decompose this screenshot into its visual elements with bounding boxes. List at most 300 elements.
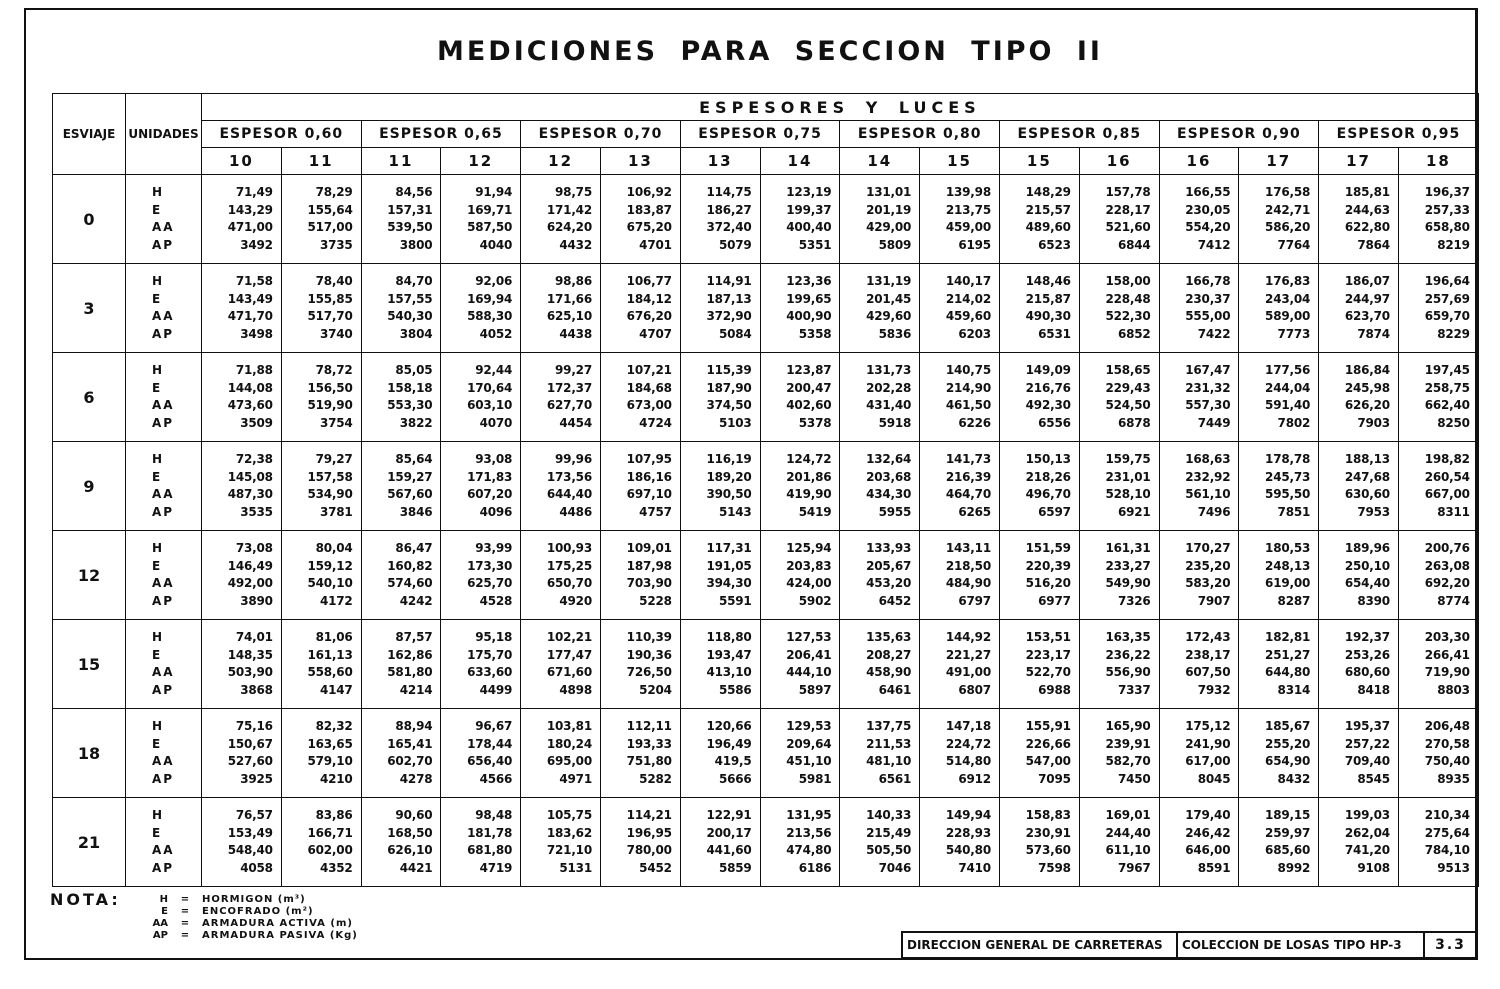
legend-title: NOTA: bbox=[50, 890, 121, 909]
title-block bbox=[901, 931, 1478, 959]
value: 667,00 bbox=[1424, 487, 1470, 501]
value: 226,66 bbox=[1025, 736, 1071, 751]
value: 209,64 bbox=[786, 736, 832, 751]
value: 140,33 bbox=[866, 808, 912, 822]
value-cell bbox=[281, 175, 361, 264]
value: 193,33 bbox=[626, 736, 672, 751]
value: 4701 bbox=[639, 237, 672, 252]
header-luz: 11 bbox=[281, 148, 361, 175]
value: 7773 bbox=[1277, 326, 1311, 341]
value: 199,37 bbox=[786, 202, 832, 217]
value: 709,40 bbox=[1344, 754, 1390, 768]
value: 3498 bbox=[240, 326, 273, 341]
value: 170,27 bbox=[1185, 541, 1231, 555]
value-cell bbox=[920, 531, 1000, 620]
value-cell bbox=[521, 709, 601, 798]
value: 7326 bbox=[1117, 593, 1151, 608]
value: 153,49 bbox=[227, 825, 273, 840]
value: 193,47 bbox=[706, 647, 752, 662]
value-cell bbox=[1239, 175, 1319, 264]
value-cell bbox=[760, 353, 840, 442]
value: 458,90 bbox=[866, 665, 912, 679]
value: 579,10 bbox=[307, 754, 353, 768]
unit-label: AP bbox=[152, 504, 175, 519]
value: 5143 bbox=[718, 504, 752, 519]
value: 6807 bbox=[958, 682, 991, 697]
value-cell bbox=[361, 709, 441, 798]
value: 8219 bbox=[1437, 237, 1470, 252]
value-cell bbox=[1079, 175, 1159, 264]
value: 556,90 bbox=[1105, 665, 1151, 679]
value: 6203 bbox=[958, 326, 991, 341]
value: 98,86 bbox=[555, 274, 592, 288]
value: 7851 bbox=[1277, 504, 1311, 519]
value: 105,75 bbox=[546, 808, 592, 822]
value: 131,95 bbox=[786, 808, 832, 822]
value: 7864 bbox=[1357, 237, 1390, 252]
value: 3804 bbox=[399, 326, 433, 341]
value: 3822 bbox=[399, 415, 433, 430]
value: 79,27 bbox=[315, 452, 353, 466]
value: 107,95 bbox=[626, 452, 672, 466]
unit-label: AA bbox=[152, 843, 175, 857]
value: 517,00 bbox=[307, 220, 353, 234]
value: 9513 bbox=[1437, 860, 1470, 875]
value: 179,40 bbox=[1185, 808, 1231, 822]
value: 4040 bbox=[479, 237, 513, 252]
legend-item bbox=[138, 894, 358, 906]
value: 106,92 bbox=[626, 185, 672, 199]
value: 741,20 bbox=[1344, 843, 1390, 857]
table-row bbox=[53, 709, 1479, 798]
legend-item bbox=[138, 918, 358, 930]
value: 144,08 bbox=[227, 380, 273, 395]
value: 5103 bbox=[718, 415, 752, 430]
value: 581,80 bbox=[387, 665, 433, 679]
value: 3492 bbox=[240, 237, 273, 252]
value-cell bbox=[680, 353, 760, 442]
value: 602,70 bbox=[387, 754, 433, 768]
value: 157,31 bbox=[387, 202, 433, 217]
value: 8045 bbox=[1197, 771, 1231, 786]
value-cell bbox=[1079, 620, 1159, 709]
value-cell bbox=[1079, 353, 1159, 442]
value: 7410 bbox=[958, 860, 991, 875]
value: 5586 bbox=[718, 682, 752, 697]
value-cell bbox=[1159, 442, 1239, 531]
value: 6226 bbox=[958, 415, 991, 430]
value-cell bbox=[1398, 531, 1478, 620]
legend-item bbox=[138, 930, 358, 942]
value: 5351 bbox=[798, 237, 832, 252]
value: 123,87 bbox=[786, 363, 832, 377]
header-espesor: ESPESOR 0,80 bbox=[840, 121, 1000, 148]
value: 259,97 bbox=[1265, 825, 1311, 840]
title-block-organization: DIRECCION GENERAL DE CARRETERAS bbox=[901, 931, 1176, 959]
value-cell bbox=[840, 442, 920, 531]
value: 221,27 bbox=[945, 647, 991, 662]
value: 228,93 bbox=[945, 825, 991, 840]
value: 471,00 bbox=[227, 220, 273, 234]
value: 72,38 bbox=[235, 452, 273, 466]
value-cell bbox=[1398, 175, 1478, 264]
value: 3535 bbox=[240, 504, 273, 519]
value-cell bbox=[920, 353, 1000, 442]
value-cell bbox=[999, 442, 1079, 531]
value: 93,99 bbox=[475, 541, 513, 555]
value: 117,31 bbox=[706, 541, 752, 555]
esviaje-value: 3 bbox=[53, 264, 126, 353]
value: 115,39 bbox=[706, 363, 752, 377]
value: 73,08 bbox=[235, 541, 273, 555]
header-luz: 15 bbox=[920, 148, 1000, 175]
value: 451,10 bbox=[786, 754, 832, 768]
value: 8229 bbox=[1437, 326, 1470, 341]
value: 400,90 bbox=[786, 309, 832, 323]
value-cell bbox=[1319, 175, 1399, 264]
value-cell bbox=[680, 531, 760, 620]
value-cell bbox=[760, 442, 840, 531]
header-row-luces bbox=[53, 148, 1479, 175]
value: 71,58 bbox=[235, 274, 273, 288]
value: 7907 bbox=[1197, 593, 1231, 608]
value: 148,35 bbox=[227, 647, 273, 662]
value: 4454 bbox=[559, 415, 592, 430]
value: 5378 bbox=[798, 415, 832, 430]
value: 196,49 bbox=[706, 736, 752, 751]
value: 149,94 bbox=[945, 808, 991, 822]
value: 160,82 bbox=[387, 558, 433, 573]
value: 107,21 bbox=[626, 363, 672, 377]
value: 161,13 bbox=[307, 647, 353, 662]
value-cell bbox=[680, 620, 760, 709]
value-cell bbox=[600, 442, 680, 531]
value: 6531 bbox=[1038, 326, 1071, 341]
value: 7598 bbox=[1038, 860, 1071, 875]
value: 548,40 bbox=[227, 843, 273, 857]
value: 4528 bbox=[479, 593, 513, 608]
value: 540,80 bbox=[945, 843, 991, 857]
value: 200,76 bbox=[1424, 541, 1470, 555]
value: 5084 bbox=[718, 326, 752, 341]
value: 155,64 bbox=[307, 202, 353, 217]
value: 158,18 bbox=[387, 380, 433, 395]
legend-key: AP bbox=[152, 930, 168, 941]
value: 625,10 bbox=[546, 309, 592, 323]
value: 242,71 bbox=[1265, 202, 1311, 217]
value: 185,81 bbox=[1344, 185, 1390, 199]
value: 159,75 bbox=[1105, 452, 1151, 466]
value: 627,70 bbox=[546, 398, 592, 412]
value: 8803 bbox=[1437, 682, 1470, 697]
value: 122,91 bbox=[706, 808, 752, 822]
value: 4898 bbox=[559, 682, 592, 697]
value: 185,67 bbox=[1265, 719, 1311, 733]
value: 5897 bbox=[798, 682, 832, 697]
esviaje-value: 21 bbox=[53, 798, 126, 887]
table-row bbox=[53, 531, 1479, 620]
value: 6523 bbox=[1038, 237, 1071, 252]
value: 201,86 bbox=[786, 469, 832, 484]
unit-label: AA bbox=[152, 754, 175, 768]
value: 7046 bbox=[878, 860, 912, 875]
value: 5902 bbox=[798, 593, 832, 608]
legend-value: ARMADURA ACTIVA (m) bbox=[202, 918, 353, 929]
value: 192,37 bbox=[1344, 630, 1390, 644]
value-cell bbox=[600, 620, 680, 709]
esviaje-value: 9 bbox=[53, 442, 126, 531]
value: 527,60 bbox=[227, 754, 273, 768]
header-espesor: ESPESOR 0,85 bbox=[999, 121, 1159, 148]
value: 213,75 bbox=[945, 202, 991, 217]
legend-value: HORMIGON (m³) bbox=[202, 894, 306, 905]
value: 206,41 bbox=[786, 647, 832, 662]
value: 203,30 bbox=[1424, 630, 1470, 644]
header-espesores-y-luces: ESPESORES Y LUCES bbox=[202, 94, 1479, 121]
header-luz: 13 bbox=[680, 148, 760, 175]
value: 554,20 bbox=[1185, 220, 1231, 234]
value-cell bbox=[521, 353, 601, 442]
value: 3800 bbox=[399, 237, 433, 252]
value: 522,70 bbox=[1025, 665, 1071, 679]
value: 607,50 bbox=[1185, 665, 1231, 679]
value: 201,45 bbox=[866, 291, 912, 306]
value: 586,20 bbox=[1265, 220, 1311, 234]
value-cell bbox=[1319, 531, 1399, 620]
value: 626,10 bbox=[387, 843, 433, 857]
value: 98,75 bbox=[555, 185, 592, 199]
value: 496,70 bbox=[1025, 487, 1071, 501]
header-luz: 17 bbox=[1239, 148, 1319, 175]
value: 245,98 bbox=[1344, 380, 1390, 395]
value-cell bbox=[1079, 709, 1159, 798]
value: 257,33 bbox=[1424, 202, 1470, 217]
value: 175,70 bbox=[467, 647, 513, 662]
value: 8774 bbox=[1437, 593, 1470, 608]
value: 86,47 bbox=[395, 541, 433, 555]
value: 6878 bbox=[1117, 415, 1151, 430]
value: 5282 bbox=[639, 771, 672, 786]
value: 158,00 bbox=[1105, 274, 1151, 288]
value-cell bbox=[361, 620, 441, 709]
value: 148,29 bbox=[1025, 185, 1071, 199]
value: 595,50 bbox=[1265, 487, 1311, 501]
value: 6921 bbox=[1117, 504, 1151, 519]
value: 6461 bbox=[878, 682, 912, 697]
value: 719,90 bbox=[1424, 665, 1470, 679]
header-luz: 14 bbox=[760, 148, 840, 175]
table-row bbox=[53, 264, 1479, 353]
value: 5591 bbox=[718, 593, 752, 608]
value-cell bbox=[920, 709, 1000, 798]
value-cell bbox=[680, 442, 760, 531]
value: 589,00 bbox=[1265, 309, 1311, 323]
value: 680,60 bbox=[1344, 665, 1390, 679]
value: 180,24 bbox=[546, 736, 592, 751]
value: 4070 bbox=[479, 415, 513, 430]
value: 374,50 bbox=[706, 398, 752, 412]
value-cell bbox=[840, 175, 920, 264]
value-cell bbox=[600, 531, 680, 620]
value: 168,63 bbox=[1185, 452, 1231, 466]
value: 5452 bbox=[639, 860, 672, 875]
value: 675,20 bbox=[626, 220, 672, 234]
value: 156,50 bbox=[307, 380, 353, 395]
value: 4757 bbox=[639, 504, 672, 519]
value-cell bbox=[202, 798, 282, 887]
value: 453,20 bbox=[866, 576, 912, 590]
value: 514,80 bbox=[945, 754, 991, 768]
value: 7422 bbox=[1197, 326, 1231, 341]
value: 524,50 bbox=[1105, 398, 1151, 412]
header-luz: 10 bbox=[202, 148, 282, 175]
header-espesor: ESPESOR 0,75 bbox=[680, 121, 840, 148]
value-cell bbox=[202, 175, 282, 264]
value: 223,17 bbox=[1025, 647, 1071, 662]
table-row bbox=[53, 620, 1479, 709]
value: 159,27 bbox=[387, 469, 433, 484]
value: 4352 bbox=[319, 860, 353, 875]
value-cell bbox=[840, 531, 920, 620]
header-espesor: ESPESOR 0,60 bbox=[202, 121, 362, 148]
value: 187,90 bbox=[706, 380, 752, 395]
value: 228,17 bbox=[1105, 202, 1151, 217]
value-cell bbox=[600, 175, 680, 264]
value: 5358 bbox=[798, 326, 832, 341]
value-cell bbox=[441, 798, 521, 887]
value: 189,15 bbox=[1265, 808, 1311, 822]
value: 85,05 bbox=[395, 363, 433, 377]
value: 165,41 bbox=[387, 736, 433, 751]
value: 429,00 bbox=[866, 220, 912, 234]
unit-label: H bbox=[152, 274, 165, 288]
value-cell bbox=[840, 264, 920, 353]
value: 5204 bbox=[639, 682, 672, 697]
value: 487,30 bbox=[227, 487, 273, 501]
value: 148,46 bbox=[1025, 274, 1071, 288]
value-cell bbox=[600, 264, 680, 353]
esviaje-value: 12 bbox=[53, 531, 126, 620]
value: 140,75 bbox=[945, 363, 991, 377]
value: 611,10 bbox=[1105, 843, 1151, 857]
value: 7953 bbox=[1357, 504, 1390, 519]
value: 230,91 bbox=[1025, 825, 1071, 840]
value-cell bbox=[999, 531, 1079, 620]
value: 654,40 bbox=[1344, 576, 1390, 590]
value: 233,27 bbox=[1105, 558, 1151, 573]
value-cell bbox=[202, 531, 282, 620]
units-cell bbox=[126, 798, 202, 887]
unit-label: AA bbox=[152, 576, 175, 590]
legend-key: AA bbox=[152, 918, 168, 929]
value: 503,90 bbox=[227, 665, 273, 679]
value: 220,39 bbox=[1025, 558, 1071, 573]
value: 5981 bbox=[798, 771, 832, 786]
value-cell bbox=[1159, 709, 1239, 798]
value: 135,63 bbox=[866, 630, 912, 644]
value: 157,55 bbox=[387, 291, 433, 306]
value: 161,31 bbox=[1105, 541, 1151, 555]
unit-label: AP bbox=[152, 682, 175, 697]
value: 189,96 bbox=[1344, 541, 1390, 555]
units-cell bbox=[126, 620, 202, 709]
value: 143,49 bbox=[227, 291, 273, 306]
header-luz: 17 bbox=[1319, 148, 1399, 175]
value: 143,29 bbox=[227, 202, 273, 217]
value: 587,50 bbox=[467, 220, 513, 234]
value: 116,19 bbox=[706, 452, 752, 466]
value: 201,19 bbox=[866, 202, 912, 217]
value: 434,30 bbox=[866, 487, 912, 501]
value: 100,93 bbox=[546, 541, 592, 555]
value: 659,70 bbox=[1424, 309, 1470, 323]
value-cell bbox=[281, 264, 361, 353]
value-cell bbox=[441, 709, 521, 798]
value: 419,90 bbox=[786, 487, 832, 501]
value: 8390 bbox=[1357, 593, 1390, 608]
value: 5419 bbox=[798, 504, 832, 519]
unit-label: AP bbox=[152, 326, 175, 341]
value-cell bbox=[840, 620, 920, 709]
value: 71,88 bbox=[235, 363, 273, 377]
value-cell bbox=[1079, 531, 1159, 620]
value: 4719 bbox=[479, 860, 513, 875]
value: 4432 bbox=[559, 237, 592, 252]
value: 78,29 bbox=[315, 185, 353, 199]
value: 99,96 bbox=[555, 452, 592, 466]
value: 131,73 bbox=[866, 363, 912, 377]
unit-label: AP bbox=[152, 415, 175, 430]
value: 183,62 bbox=[546, 825, 592, 840]
value: 431,40 bbox=[866, 398, 912, 412]
value-cell bbox=[1159, 798, 1239, 887]
value: 251,27 bbox=[1265, 647, 1311, 662]
value-cell bbox=[920, 442, 1000, 531]
value: 88,94 bbox=[395, 719, 433, 733]
value: 131,01 bbox=[866, 185, 912, 199]
value: 591,40 bbox=[1265, 398, 1311, 412]
value: 549,90 bbox=[1105, 576, 1151, 590]
value: 216,39 bbox=[945, 469, 991, 484]
value: 91,94 bbox=[475, 185, 513, 199]
value-cell bbox=[281, 442, 361, 531]
value-cell bbox=[840, 798, 920, 887]
value-cell bbox=[1398, 709, 1478, 798]
value: 270,58 bbox=[1424, 736, 1470, 751]
value: 555,00 bbox=[1185, 309, 1231, 323]
header-luz: 18 bbox=[1398, 148, 1478, 175]
value: 178,78 bbox=[1265, 452, 1311, 466]
value: 260,54 bbox=[1424, 469, 1470, 484]
value: 78,72 bbox=[315, 363, 353, 377]
value: 6186 bbox=[798, 860, 832, 875]
value-cell bbox=[1159, 620, 1239, 709]
value: 413,10 bbox=[706, 665, 752, 679]
value-cell bbox=[680, 798, 760, 887]
legend-equals: = bbox=[180, 918, 190, 929]
value: 540,30 bbox=[387, 309, 433, 323]
units-cell bbox=[126, 442, 202, 531]
esviaje-value: 0 bbox=[53, 175, 126, 264]
value: 158,83 bbox=[1025, 808, 1071, 822]
unit-label: E bbox=[152, 469, 163, 484]
header-espesor: ESPESOR 0,70 bbox=[521, 121, 681, 148]
legend-key: E bbox=[161, 906, 168, 917]
value: 176,83 bbox=[1265, 274, 1311, 288]
value: 7967 bbox=[1117, 860, 1151, 875]
value: 196,37 bbox=[1424, 185, 1470, 199]
legend-list bbox=[138, 894, 358, 942]
